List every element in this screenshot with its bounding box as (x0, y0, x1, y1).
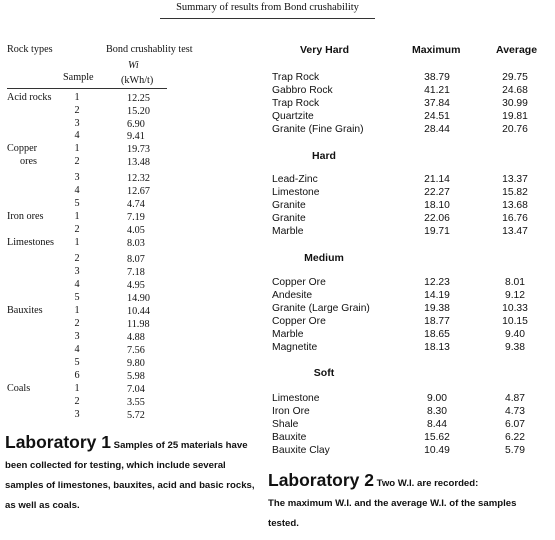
average-value-cell: 5.79 (504, 445, 526, 456)
maximum-value-cell: 18.10 (424, 200, 450, 211)
sample-number-cell: 2 (74, 156, 80, 167)
rock-name-cell: Trap Rock (272, 98, 320, 109)
maximum-value-cell: 15.62 (424, 432, 450, 443)
sample-number-cell: 6 (74, 370, 80, 381)
page-title: Summary of results from Bond crushability (176, 2, 359, 13)
sample-number-cell: 4 (74, 185, 80, 196)
sample-number-cell: 3 (74, 409, 80, 420)
laboratory-2-caption (268, 470, 538, 534)
wi-value-cell: 5.72 (127, 410, 145, 421)
very-hard-header: Very Hard (300, 44, 350, 56)
rock-types-header: Rock types (7, 44, 53, 55)
average-value-cell: 13.47 (502, 226, 528, 237)
maximum-header: Maximum (412, 44, 461, 56)
average-value-cell: 4.87 (504, 393, 526, 404)
unit-header: (kWh/t) (121, 75, 154, 86)
average-value-cell: 15.82 (502, 187, 528, 198)
wi-value-cell: 7.04 (127, 384, 145, 395)
hard-group-label: Hard (312, 150, 336, 162)
average-value-cell: 20.76 (502, 124, 528, 135)
average-value-cell: 10.33 (502, 303, 528, 314)
title-underline (160, 18, 375, 19)
maximum-value-cell: 22.06 (424, 213, 450, 224)
sample-header: Sample (63, 72, 94, 83)
average-value-cell: 9.40 (504, 329, 526, 340)
average-header: Average (496, 44, 538, 56)
sample-number-cell: 1 (74, 211, 80, 222)
rock-name-cell: Copper Ore (272, 277, 326, 288)
wi-value-cell: 7.56 (127, 345, 145, 356)
wi-value-cell: 9.41 (127, 131, 145, 142)
wi-value-cell: 4.05 (127, 225, 145, 236)
rock-name-cell: Magnetite (272, 342, 318, 353)
wi-value-cell: 8.07 (127, 254, 145, 265)
wi-value-cell: 3.55 (127, 397, 145, 408)
sample-number-cell: 2 (74, 105, 80, 116)
average-value-cell: 19.81 (502, 111, 528, 122)
sample-number-cell: 1 (74, 143, 80, 154)
wi-value-cell: 12.32 (127, 173, 150, 184)
rock-name-cell: Marble (272, 226, 304, 237)
average-value-cell: 9.12 (504, 290, 526, 301)
wi-value-cell: 4.88 (127, 332, 145, 343)
average-value-cell: 13.68 (502, 200, 528, 211)
rock-name-cell: Limestone (272, 393, 320, 404)
average-value-cell: 10.15 (502, 316, 528, 327)
average-value-cell: 24.68 (502, 85, 528, 96)
rock-type-cell: Copper (7, 143, 37, 154)
sample-number-cell: 5 (74, 198, 80, 209)
maximum-value-cell: 38.79 (424, 72, 450, 83)
rock-name-cell: Granite (Large Grain) (272, 303, 370, 314)
sample-number-cell: 3 (74, 172, 80, 183)
sample-number-cell: 3 (74, 266, 80, 277)
rock-name-cell: Trap Rock (272, 72, 320, 83)
rock-type-cell: Limestones (7, 237, 54, 248)
wi-value-cell: 14.90 (127, 293, 150, 304)
maximum-value-cell: 14.19 (424, 290, 450, 301)
rock-type-cell: Coals (7, 383, 31, 394)
rock-name-cell: Granite (Fine Grain) (272, 124, 364, 135)
rock-name-cell: Gabbro Rock (272, 85, 333, 96)
average-value-cell: 4.73 (504, 406, 526, 417)
rock-name-cell: Marble (272, 329, 304, 340)
wi-value-cell: 13.48 (127, 157, 150, 168)
sample-number-cell: 3 (74, 331, 80, 342)
wi-value-cell: 12.67 (127, 186, 150, 197)
rock-type-cell: Iron ores (7, 211, 44, 222)
laboratory-1-inline-text: Samples of 25 (113, 440, 179, 451)
wi-value-cell: 5.98 (127, 371, 145, 382)
wi-value-cell: 11.98 (127, 319, 150, 330)
sample-number-cell: 1 (74, 305, 80, 316)
rock-name-cell: Lead-Zinc (272, 174, 318, 185)
average-value-cell: 8.01 (504, 277, 526, 288)
wi-value-cell: 15.20 (127, 106, 150, 117)
wi-value-cell: 4.74 (127, 199, 145, 210)
maximum-value-cell: 21.14 (424, 174, 450, 185)
maximum-value-cell: 8.44 (426, 419, 448, 430)
wi-value-cell: 9.80 (127, 358, 145, 369)
average-value-cell: 13.37 (502, 174, 528, 185)
wi-symbol-header: Wi (128, 60, 139, 71)
maximum-value-cell: 18.77 (424, 316, 450, 327)
rock-name-cell: Bauxite (272, 432, 307, 443)
average-value-cell: 9.38 (504, 342, 526, 353)
sample-number-cell: 5 (74, 292, 80, 303)
average-value-cell: 30.99 (502, 98, 528, 109)
rock-type-cell: Bauxites (7, 305, 43, 316)
maximum-value-cell: 24.51 (424, 111, 450, 122)
rock-name-cell: Copper Ore (272, 316, 326, 327)
wi-value-cell: 19.73 (127, 144, 150, 155)
maximum-value-cell: 22.27 (424, 187, 450, 198)
laboratory-2-inline-text: Two W.I. are recorded: (376, 478, 479, 489)
laboratory-2-text: The maximum W.I. and the average W.I. of the samples tested. (268, 498, 517, 529)
rock-name-cell: Shale (272, 419, 299, 430)
laboratory-1-caption (5, 432, 260, 516)
sample-number-cell: 2 (74, 253, 80, 264)
rock-name-cell: Granite (272, 213, 306, 224)
maximum-value-cell: 19.38 (424, 303, 450, 314)
rock-name-cell: Bauxite Clay (272, 445, 330, 456)
average-value-cell: 6.22 (504, 432, 526, 443)
rock-name-cell: Granite (272, 200, 306, 211)
sample-number-cell: 1 (74, 92, 80, 103)
rock-name-cell: Andesite (272, 290, 313, 301)
sample-number-cell: 1 (74, 237, 80, 248)
maximum-value-cell: 9.00 (426, 393, 448, 404)
header-rule (7, 88, 167, 89)
wi-value-cell: 7.18 (127, 267, 145, 278)
sample-number-cell: 3 (74, 118, 80, 129)
soft-group-label: Soft (313, 367, 335, 379)
sample-number-cell: 2 (74, 318, 80, 329)
sample-number-cell: 1 (74, 383, 80, 394)
wi-value-cell: 7.19 (127, 212, 145, 223)
maximum-value-cell: 37.84 (424, 98, 450, 109)
maximum-value-cell: 8.30 (426, 406, 448, 417)
rock-name-cell: Quartzite (272, 111, 314, 122)
sample-number-cell: 4 (74, 279, 80, 290)
sample-number-cell: 2 (74, 396, 80, 407)
maximum-value-cell: 18.13 (424, 342, 450, 353)
wi-value-cell: 10.44 (127, 306, 150, 317)
laboratory-2-heading: Laboratory 2 (268, 470, 374, 490)
laboratory-1-text: materials have been collected for testing, which include several samples of limestones, bauxites, acid and basic rocks, as well as coals. (5, 440, 255, 511)
average-value-cell: 29.75 (502, 72, 528, 83)
maximum-value-cell: 12.23 (424, 277, 450, 288)
maximum-value-cell: 28.44 (424, 124, 450, 135)
rock-type-cell: ores (20, 156, 37, 167)
maximum-value-cell: 41.21 (424, 85, 450, 96)
maximum-value-cell: 10.49 (424, 445, 450, 456)
average-value-cell: 16.76 (502, 213, 528, 224)
sample-number-cell: 5 (74, 357, 80, 368)
rock-type-cell: Acid rocks (7, 92, 52, 103)
wi-value-cell: 12.25 (127, 93, 150, 104)
rock-name-cell: Limestone (272, 187, 320, 198)
maximum-value-cell: 18.65 (424, 329, 450, 340)
medium-group-label: Medium (304, 252, 344, 264)
sample-number-cell: 4 (74, 344, 80, 355)
wi-value-cell: 8.03 (127, 238, 145, 249)
bond-test-header: Bond crushablity test (106, 44, 193, 55)
laboratory-1-heading: Laboratory 1 (5, 432, 111, 452)
average-value-cell: 6.07 (504, 419, 526, 430)
sample-number-cell: 2 (74, 224, 80, 235)
wi-value-cell: 4.95 (127, 280, 145, 291)
wi-value-cell: 6.90 (127, 119, 145, 130)
sample-number-cell: 4 (74, 130, 80, 141)
maximum-value-cell: 19.71 (424, 226, 450, 237)
rock-name-cell: Iron Ore (272, 406, 310, 417)
